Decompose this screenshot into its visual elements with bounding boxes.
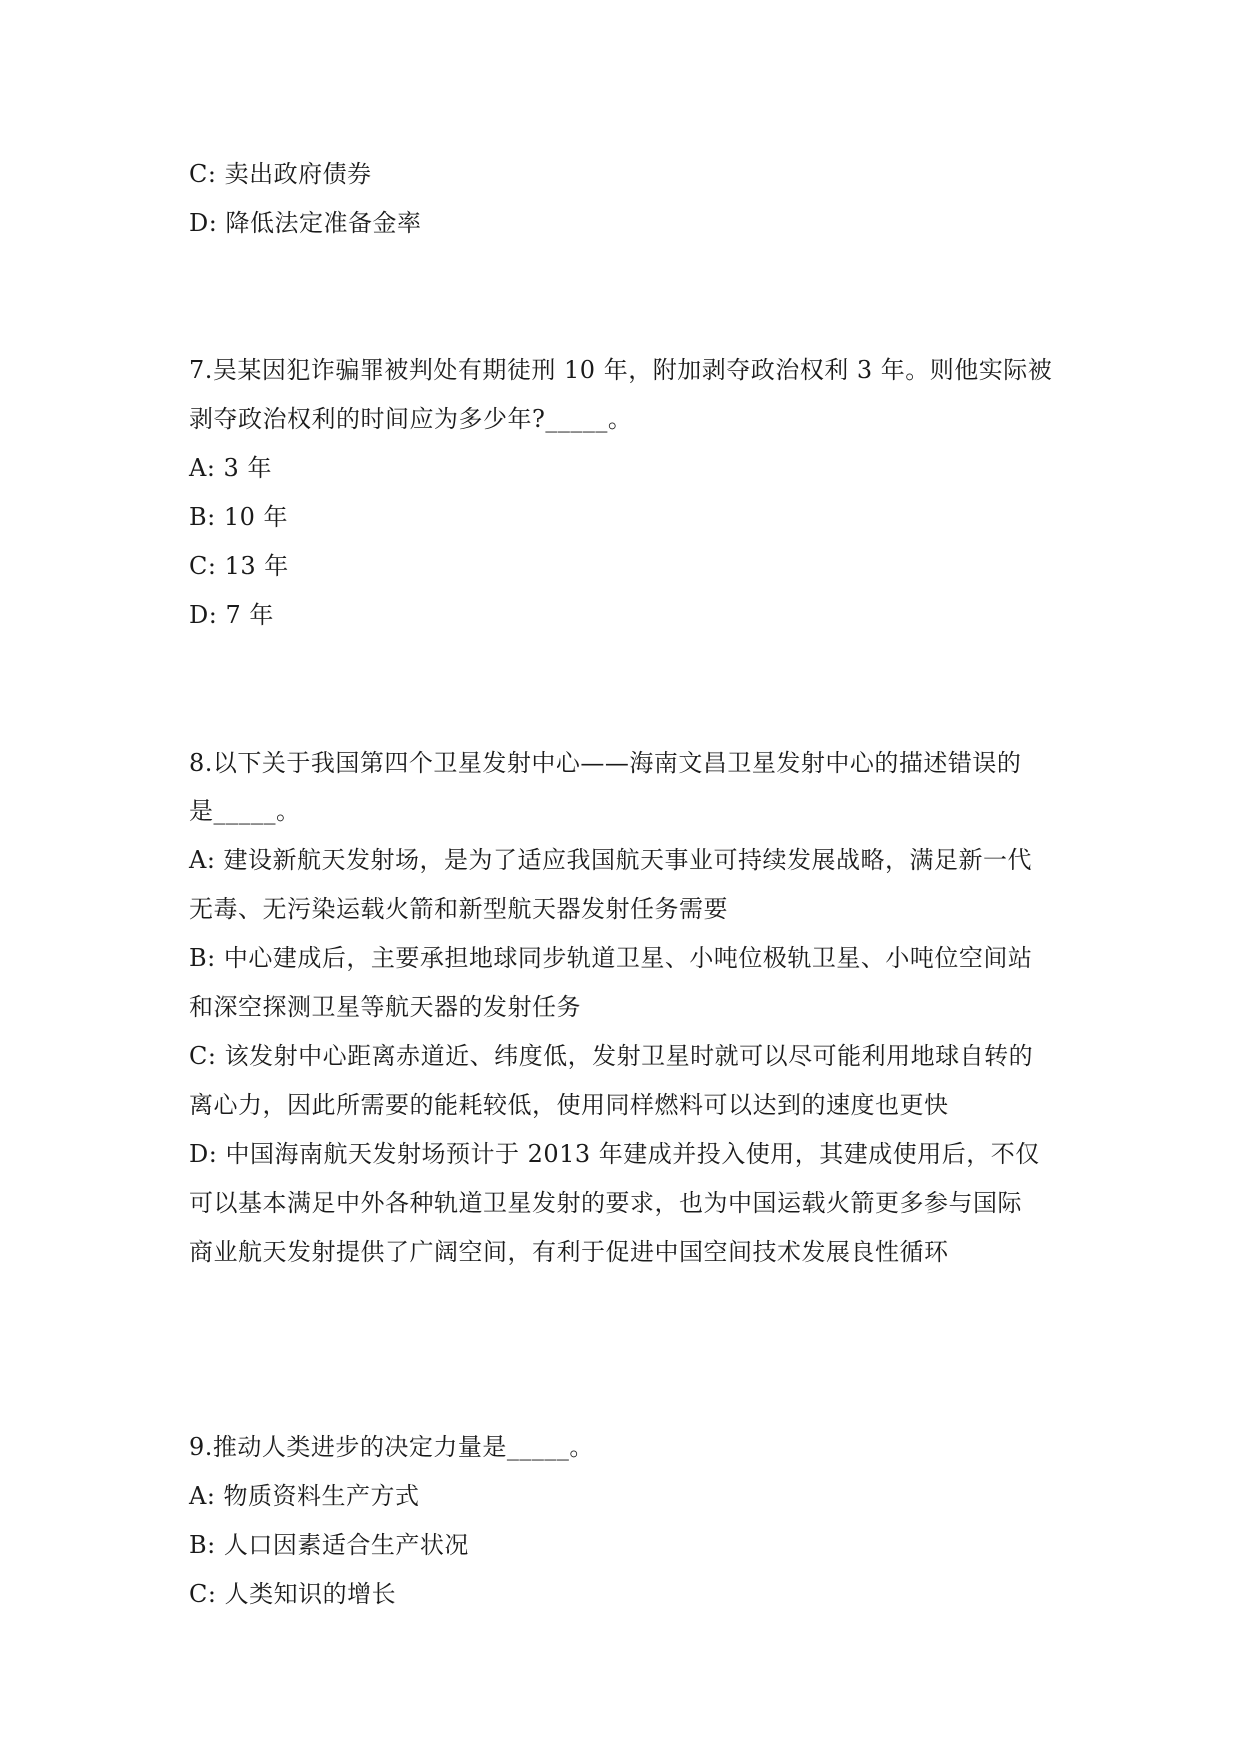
q7-option-b: B: 10 年 [189,503,289,531]
q8-option-d-line-1: D: 中国海南航天发射场预计于 2013 年建成并投入使用，其建成使用后，不仅 [189,1140,1040,1168]
q8-option-d-line-3: 商业航天发射提供了广阔空间，有利于促进中国空间技术发展良性循环 [189,1238,949,1266]
q7-option-c: C: 13 年 [189,552,289,580]
q8-option-a-line-1: A: 建设新航天发射场，是为了适应我国航天事业可持续发展战略，满足新一代 [189,846,1033,874]
q8-option-b-line-1: B: 中心建成后，主要承担地球同步轨道卫星、小吨位极轨卫星、小吨位空间站 [189,944,1033,972]
q7-option-d: D: 7 年 [189,601,274,629]
q7-option-a: A: 3 年 [189,454,272,482]
q9-stem: 9.推动人类进步的决定力量是_____。 [189,1433,594,1461]
q8-option-d-line-2: 可以基本满足中外各种轨道卫星发射的要求，也为中国运载火箭更多参与国际 [189,1189,1022,1217]
q8-option-c-line-1: C: 该发射中心距离赤道近、纬度低，发射卫星时就可以尽可能利用地球自转的 [189,1042,1034,1070]
q9-option-c: C: 人类知识的增长 [189,1580,397,1608]
q8-option-b-line-2: 和深空探测卫星等航天器的发射任务 [189,993,581,1021]
q7-stem-line-2: 剥夺政治权利的时间应为多少年?_____。 [189,405,633,433]
q8-stem-line-1: 8.以下关于我国第四个卫星发射中心——海南文昌卫星发射中心的描述错误的 [189,749,1022,777]
q6-option-d: D: 降低法定准备金率 [189,209,422,237]
q9-option-a: A: 物质资料生产方式 [189,1482,420,1510]
q8-stem-line-2: 是_____。 [189,797,301,825]
q8-option-c-line-2: 离心力，因此所需要的能耗较低，使用同样燃料可以达到的速度也更快 [189,1091,949,1119]
q8-option-a-line-2: 无毒、无污染运载火箭和新型航天器发射任务需要 [189,895,728,923]
q9-option-b: B: 人口因素适合生产状况 [189,1531,469,1559]
q6-option-c: C: 卖出政府债券 [189,160,372,188]
q7-stem-line-1: 7.吴某因犯诈骗罪被判处有期徒刑 10 年，附加剥夺政治权利 3 年。则他实际被 [189,356,1053,384]
